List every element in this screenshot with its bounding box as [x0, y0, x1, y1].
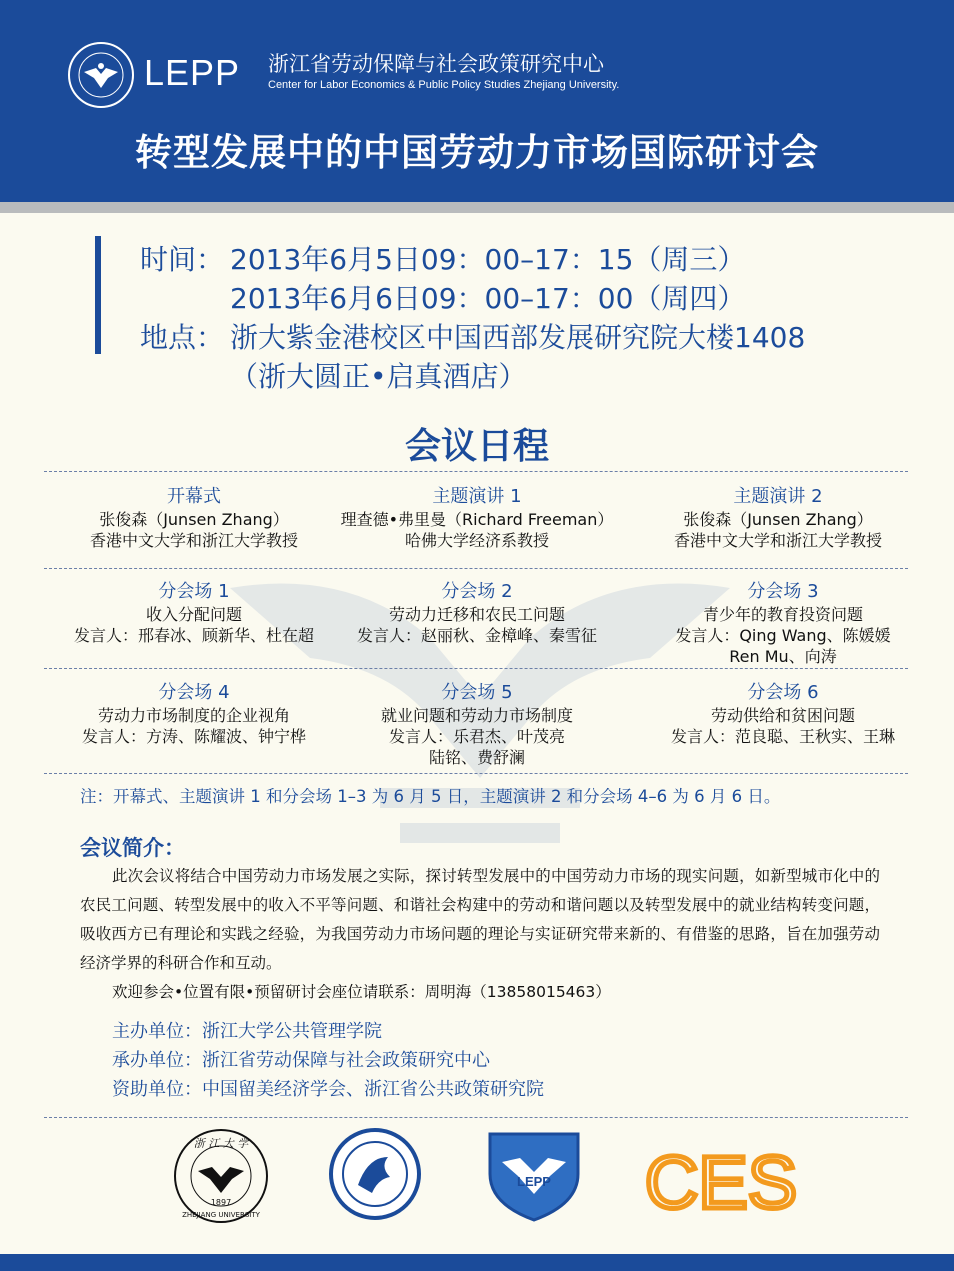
zhejiang-university-logo-icon	[172, 1127, 270, 1229]
cell-line: 张俊森（Junsen Zhang）	[683, 510, 873, 529]
schedule-cell-session-3	[640, 580, 926, 667]
footer-bar	[0, 1254, 954, 1271]
cell-line: 发言人：赵丽秋、金樟峰、秦雪征	[356, 626, 597, 645]
schedule-cell-keynote-2	[640, 485, 916, 551]
divider	[44, 568, 908, 569]
schedule-title: 会议日程	[404, 426, 549, 467]
zju-logo-icon	[68, 42, 134, 108]
cell-heading: 分会场 2	[441, 581, 513, 602]
org-name-en: Center for Labor Economics & Public Policy Studies Zhejiang University.	[268, 79, 620, 91]
cell-line: 就业问题和劳动力市场制度	[380, 706, 573, 725]
schedule-cell-session-2	[332, 580, 622, 646]
lepp-wordmark: LEPP	[144, 52, 241, 93]
cell-line: 青少年的教育投资问题	[702, 605, 863, 624]
divider	[44, 773, 908, 774]
association-dove-logo-icon	[328, 1127, 422, 1225]
divider	[44, 668, 908, 669]
cell-line: 收入分配问题	[145, 605, 242, 624]
time-label: 时间：	[140, 243, 225, 276]
place-label: 地点：	[140, 321, 225, 354]
intro-heading: 会议简介：	[80, 836, 185, 860]
contact-line: 欢迎参会•位置有限•预留研讨会座位请联系：周明海（13858015463）	[112, 983, 611, 1001]
time-day-2: 2013年6月6日09：00–17：00（周四）	[230, 282, 746, 315]
cell-line: Ren Mu、向涛	[729, 647, 837, 666]
organizer-unit: 承办单位：浙江省劳动保障与社会政策研究中心	[112, 1050, 490, 1071]
cell-line: 劳动力迁移和农民工问题	[388, 605, 565, 624]
svg-text:1897: 1897	[210, 1198, 232, 1207]
cell-heading: 主题演讲 1	[432, 486, 522, 507]
schedule-cell-opening	[60, 485, 328, 551]
host-unit: 主办单位：浙江大学公共管理学院	[112, 1021, 382, 1042]
ces-logo-icon	[644, 1132, 798, 1226]
cell-heading: 分会场 1	[158, 581, 230, 602]
divider	[44, 1117, 908, 1118]
schedule-cell-session-1	[60, 580, 328, 646]
place-line-2: （浙大圆正•启真酒店）	[230, 360, 527, 393]
cell-heading: 分会场 3	[747, 581, 819, 602]
intro-body: 此次会议将结合中国劳动力市场发展之实际，探讨转型发展中的中国劳动力市场的现实问题，如新型城市化中的农民工问题、转型发展中的收入不平等问题、和谐社会构建中的劳动和谐问题以及转型发展中的就业结构转变问题，吸收西方已有理论和实践之经验，为我国劳动力市场问题的理论与实证研究带来新的、有借鉴的思路，旨在加强劳动经济学界的科研合作和互动。	[80, 867, 880, 972]
cell-line: 劳动力市场制度的企业视角	[97, 706, 290, 725]
cell-heading: 分会场 4	[158, 682, 230, 703]
cell-line: 陆铭、费舒澜	[428, 748, 525, 767]
svg-text:CES: CES	[644, 1141, 798, 1224]
header-stripe	[0, 202, 954, 213]
cell-line: 香港中文大学和浙江大学教授	[673, 531, 882, 550]
cell-line: 哈佛大学经济系教授	[404, 531, 549, 550]
funder-unit: 资助单位：中国留美经济学会、浙江省公共政策研究院	[112, 1079, 544, 1100]
place-line-1: 浙大紫金港校区中国西部发展研究院大楼1408	[230, 321, 806, 354]
org-name-cn: 浙江省劳动保障与社会政策研究中心	[268, 52, 604, 76]
cell-line: 张俊森（Junsen Zhang）	[99, 510, 289, 529]
schedule-cell-session-6	[640, 681, 926, 747]
cell-heading: 分会场 5	[441, 682, 513, 703]
cell-line: 发言人：范良聪、王秋实、王琳	[670, 727, 895, 746]
schedule-cell-keynote-1	[332, 485, 622, 551]
cell-line: 理查德•弗里曼（Richard Freeman）	[340, 510, 614, 529]
lepp-badge-logo-icon	[484, 1134, 584, 1226]
cell-heading: 分会场 6	[747, 682, 819, 703]
schedule-cell-session-5	[332, 681, 622, 768]
page-title: 转型发展中的中国劳动力市场国际研讨会	[135, 131, 819, 174]
schedule-note: 注：开幕式、主题演讲 1 和分会场 1–3 为 6 月 5 日，主题演讲 2 和分会场 4–6 为 6 月 6 日。	[80, 787, 781, 806]
cell-line: 劳动供给和贫困问题	[710, 706, 855, 725]
schedule-cell-session-4	[60, 681, 328, 747]
time-day-1: 2013年6月5日09：00–17：15（周三）	[230, 243, 746, 276]
divider	[44, 471, 908, 472]
cell-line: 香港中文大学和浙江大学教授	[89, 531, 298, 550]
cell-line: 发言人：方涛、陈耀波、钟宁桦	[81, 727, 306, 746]
cell-line: 发言人：Qing Wang、陈媛媛	[675, 626, 891, 645]
info-accent-bar	[95, 236, 101, 354]
svg-text:ZHEJIANG UNIVERSITY: ZHEJIANG UNIVERSITY	[182, 1211, 260, 1219]
svg-text:浙 江 大 学: 浙 江 大 学	[193, 1137, 249, 1150]
cell-line: 发言人：邢春冰、顾新华、杜在超	[73, 626, 314, 645]
svg-text:LEPP: LEPP	[517, 1174, 551, 1189]
cell-line: 发言人：乐君杰、叶茂亮	[388, 727, 565, 746]
cell-heading: 开幕式	[167, 486, 221, 507]
cell-heading: 主题演讲 2	[733, 486, 823, 507]
